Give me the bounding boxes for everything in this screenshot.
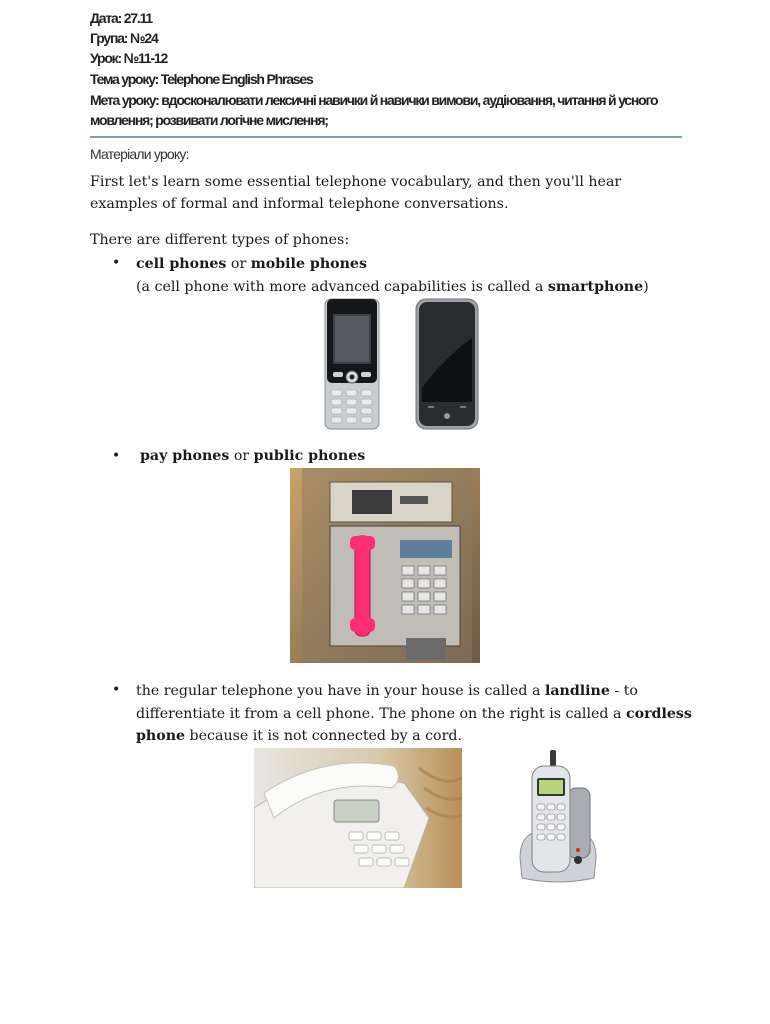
pay-phones-item <box>140 445 700 468</box>
term-cordless-phone: cordless phone <box>136 705 692 744</box>
lesson-topic: Тема уроку: Telephone English Phrases <box>90 71 313 87</box>
pay-phone-photo <box>290 468 480 663</box>
or-text: or <box>226 256 251 272</box>
landline-text-3: because it is not connected by a cord. <box>185 728 462 744</box>
term-smartphone: smartphone <box>547 278 644 295</box>
landline-item <box>136 680 696 748</box>
cell-phone-photo <box>323 298 381 430</box>
term-mobile-phones: mobile phones <box>250 256 367 272</box>
header-divider <box>90 136 682 138</box>
term-landline: landline <box>544 683 610 699</box>
bullet-cell: • <box>112 255 121 271</box>
lesson-number: Урок: №11-12 <box>90 50 168 66</box>
landline-text-2: - to differentiate it from a cell phone. The phone on the right is called a <box>136 683 638 722</box>
materials-label: Матеріали уроку: <box>90 146 189 162</box>
landline-phone-photo <box>254 748 462 888</box>
cordless-phone-photo <box>516 748 600 888</box>
lesson-goal-line1: Мета уроку: вдосконалювати лексичні навички й навички вимови, аудіювання, читання й усного <box>90 92 658 108</box>
intro-paragraph: First let's learn some essential telephone vocabulary, and then you'll hear examples of formal and informal telephone conversations. <box>90 174 622 212</box>
cell-phones-item <box>136 253 696 298</box>
landline-text-1: the regular telephone you have in your house is called a <box>136 683 545 699</box>
term-public-phones: public phones <box>253 448 366 464</box>
term-pay-phones: pay phones <box>140 448 230 464</box>
smartphone-photo <box>414 298 480 430</box>
or-text: or <box>229 448 254 464</box>
types-intro: There are different types of phones: <box>90 232 350 248</box>
term-cell-phones: cell phones <box>136 256 227 272</box>
lesson-date: Дата: 27.11 <box>90 10 153 26</box>
lesson-goal-line2: мовлення; розвивати логічне мислення; <box>90 112 328 128</box>
bullet-pay: • <box>112 448 121 464</box>
bullet-landline: • <box>112 682 121 698</box>
smartphone-note-pre: (a cell phone with more advanced capabilities is called a <box>136 278 548 295</box>
lesson-group: Група: №24 <box>90 30 158 46</box>
smartphone-note-post: ) <box>643 278 649 295</box>
